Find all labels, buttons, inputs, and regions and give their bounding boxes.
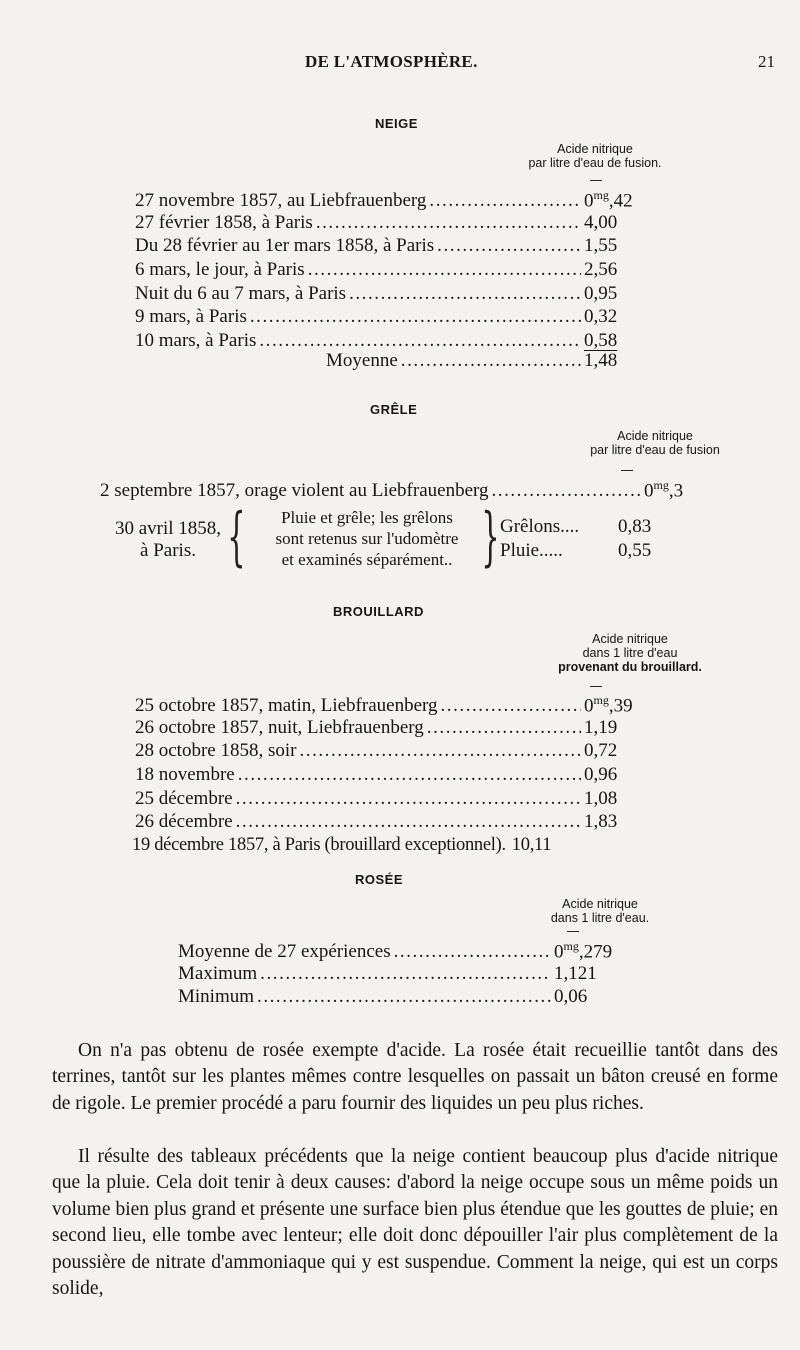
column-header-line: par litre d'eau de fusion (590, 443, 720, 457)
row-label: 26 décembre (135, 811, 233, 833)
row-value: 2,56 (584, 259, 618, 281)
leader-dots (250, 306, 581, 328)
leader-dots (349, 283, 581, 305)
leader-dots (491, 480, 641, 502)
row-items (500, 515, 660, 563)
unit-label: mg (593, 188, 609, 202)
row-label: 26 octobre 1857, nuit, Liebfrauenberg (135, 716, 424, 738)
column-header-line: Acide nitrique (592, 632, 668, 646)
column-header-line: Acide nitrique (562, 897, 638, 911)
average-value: 1,48 (584, 350, 618, 371)
row-note: Pluie et grêle; les grêlons sont retenus sur l'udomètre et examinés séparément.. (275, 508, 459, 569)
column-header-line: Acide nitrique (617, 429, 693, 443)
row-value: 0,95 (584, 282, 618, 304)
leader-dots (236, 788, 581, 810)
leader-dots (299, 740, 581, 762)
column-header-line: dans 1 litre d'eau (582, 646, 678, 660)
table-row (135, 283, 640, 307)
leader-dots (441, 695, 582, 717)
row-label: 9 mars, à Paris (135, 306, 247, 328)
leader-dots (394, 941, 551, 963)
leader-dots (401, 350, 581, 372)
row-label: 10 mars, à Paris (135, 330, 257, 352)
table-row (135, 259, 640, 283)
row-value: 1,121 (554, 962, 597, 984)
leader-dots (429, 190, 581, 212)
row-value: 1,55 (584, 235, 618, 257)
paragraph-neige: Il résulte des tableaux précédents que la neige contient beaucoup plus d'acide nitrique que la pluie. Cela doit tenir à deux causes: d'abord la neige occupe sous un même poids un volume bien plus grand et présente une surface bien plus étendue que les gouttes de pluie; en second lieu, elle tombe avec lenteur; elle doit donc dépouiller l'air plus complètement de la poussière de nitrate d'ammoniaque qui y est suspendue. Comment la neige, qui est un corps solide, (52, 1146, 778, 1300)
unit-label: mg (593, 693, 609, 707)
leader-dots (238, 764, 581, 786)
table-row (135, 717, 640, 741)
running-header (0, 52, 800, 76)
neige-table (135, 188, 640, 354)
row-value: 0,72 (584, 740, 618, 762)
table-row (178, 963, 618, 987)
table-row (135, 235, 640, 259)
unit-label: mg (653, 478, 669, 492)
dash-rule (567, 931, 579, 932)
leader-dots (427, 717, 581, 739)
row-date: 30 avril 1858, à Paris. (114, 518, 222, 561)
row-label: Nuit du 6 au 7 mars, à Paris (135, 282, 347, 304)
leader-dots (308, 259, 581, 281)
rosee-column-header (520, 897, 680, 925)
row-value: $0^{mg},3$ (644, 478, 684, 502)
neige-column-header (490, 142, 700, 170)
right-brace: } (481, 500, 500, 574)
row-value: 0,32 (584, 306, 618, 328)
table-row (178, 986, 618, 1010)
leader-dots (437, 235, 581, 257)
row-label: 19 décembre 1857, à Paris (brouillard exceptionnel). (132, 835, 506, 855)
row-label: Maximum (178, 962, 258, 984)
section-title-grele: GRÊLE (370, 402, 418, 417)
row-label: 25 octobre 1857, matin, Liebfrauenberg (135, 695, 438, 717)
section-title-brouillard: BROUILLARD (333, 604, 424, 619)
leader-dots (236, 811, 581, 833)
dash-rule (621, 470, 633, 471)
paragraph-rosee: On n'a pas obtenu de rosée exempte d'acide. La rosée était recueillie tantôt dans des terrines, tantôt sur les plantes mêmes contre lesquelles on passait un bâton creusé en forme de rigole. Le premier procédé a paru fournir des liquides un peu plus riches. (52, 1040, 778, 1114)
table-row (135, 212, 640, 236)
grele-column-header (565, 429, 745, 457)
running-title: DE L'ATMOSPHÈRE. (305, 52, 478, 71)
leader-dots (259, 330, 581, 352)
row-label: Minimum (178, 986, 255, 1008)
row-label: 27 février 1858, à Paris (135, 211, 313, 233)
table-row (135, 788, 640, 812)
table-row (135, 764, 640, 788)
row-label: 2 septembre 1857, orage violent au Liebfrauenberg (100, 480, 489, 502)
row-value: 1,08 (584, 787, 618, 809)
neige-average-row (326, 350, 640, 372)
table-row (135, 306, 640, 330)
section-title-rosee: ROSÉE (355, 872, 404, 887)
row-label: Du 28 février au 1er mars 1858, à Paris (135, 235, 435, 257)
row-value: 0,58 (584, 330, 618, 352)
row-value: 10,11 (511, 835, 552, 855)
leader-dots (260, 963, 551, 985)
brouillard-table (135, 693, 640, 835)
list-item: Grêlons.... 0,83 (500, 516, 652, 537)
row-value: 4,00 (584, 211, 618, 233)
row-value: 1,83 (584, 811, 618, 833)
leader-dots (316, 212, 581, 234)
page-number: 21 (758, 52, 775, 71)
table-row (178, 939, 618, 963)
dash-rule (590, 180, 602, 181)
row-value: $0^{mg},279$ (554, 939, 613, 963)
row-label: 28 octobre 1858, soir (135, 740, 297, 762)
row-value: $0^{mg},42$ (584, 188, 633, 212)
brouillard-exceptional-row (132, 835, 652, 856)
row-label: 25 décembre (135, 787, 233, 809)
column-header-line: Acide nitrique (557, 142, 633, 156)
left-brace: { (227, 500, 246, 574)
row-value: $0^{mg},39$ (584, 693, 633, 717)
column-header-line: provenant du brouillard. (558, 660, 702, 674)
column-header-line: par litre d'eau de fusion. (528, 156, 662, 170)
dash-rule (590, 686, 602, 687)
section-title-neige: NEIGE (375, 116, 418, 131)
column-header-line: dans 1 litre d'eau. (550, 911, 650, 925)
leader-dots (257, 986, 551, 1008)
list-item: Pluie..... 0,55 (500, 540, 652, 561)
row-label: Moyenne de 27 expériences (178, 941, 391, 963)
row-label: 18 novembre (135, 764, 235, 786)
row-label: 6 mars, le jour, à Paris (135, 259, 305, 281)
row-value: 0,96 (584, 764, 618, 786)
table-row (135, 811, 640, 835)
grele-row-storm (100, 478, 700, 502)
rosee-table (178, 939, 618, 1010)
table-row (135, 693, 640, 717)
row-value: 0,06 (554, 986, 588, 1008)
row-label: 27 novembre 1857, au Liebfrauenberg (135, 190, 427, 212)
row-value: 1,19 (584, 716, 618, 738)
table-row (135, 188, 640, 212)
unit-label: mg (563, 939, 579, 953)
table-row (135, 740, 640, 764)
average-label: Moyenne (326, 350, 398, 371)
brouillard-column-header (540, 632, 720, 674)
